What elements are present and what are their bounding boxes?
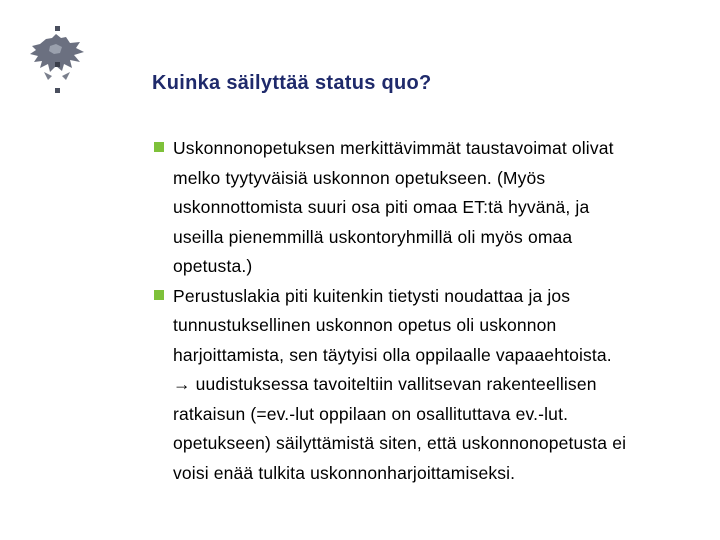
bullet-text-line: ratkaisun (=ev.-lut oppilaan on osallituttava ev.-lut. [173,403,569,424]
square-bullet-icon [154,142,164,152]
square-bullet-icon [154,290,164,300]
bullet-text-line: melko tyytyväisiä uskonnon opetukseen. (Myös [173,167,546,188]
bullet-text-line: → uudistuksessa tavoiteltiin vallitsevan rakenteellisen [173,374,597,394]
bullet-item [152,282,712,489]
bullet-text-line: opetusta.) [173,256,253,276]
bullet-text-line: tunnustuksellinen uskonnon opetus oli uskonnon [173,315,557,335]
bullet-text-line: useilla pienemmillä uskontoryhmillä oli myös omaa [173,226,573,247]
bullet-text-line: voisi enää tulkita uskonnonharjoittamiseksi. [173,462,516,483]
bullet-text-line: harjoittamista, sen täytyisi olla oppilaalle vapaaehtoista. [173,344,612,365]
bullet-text-line: Perustuslakia piti kuitenkin tietysti noudattaa ja jos [173,285,571,306]
bullet-list [152,134,712,488]
bullet-text-line: opetukseen) säilyttämistä siten, että uskonnonopetusta ei [173,433,627,453]
bullet-text-line: uskonnottomista suuri osa piti omaa ET:tä hyvänä, ja [173,197,590,217]
bullet-text-line: Uskonnonopetuksen merkittävimmät taustavoimat olivat [173,138,614,158]
university-seal-logo-icon [22,24,92,99]
bullet-item [152,134,712,282]
slide-title: Kuinka säilyttää status quo? [152,72,432,94]
